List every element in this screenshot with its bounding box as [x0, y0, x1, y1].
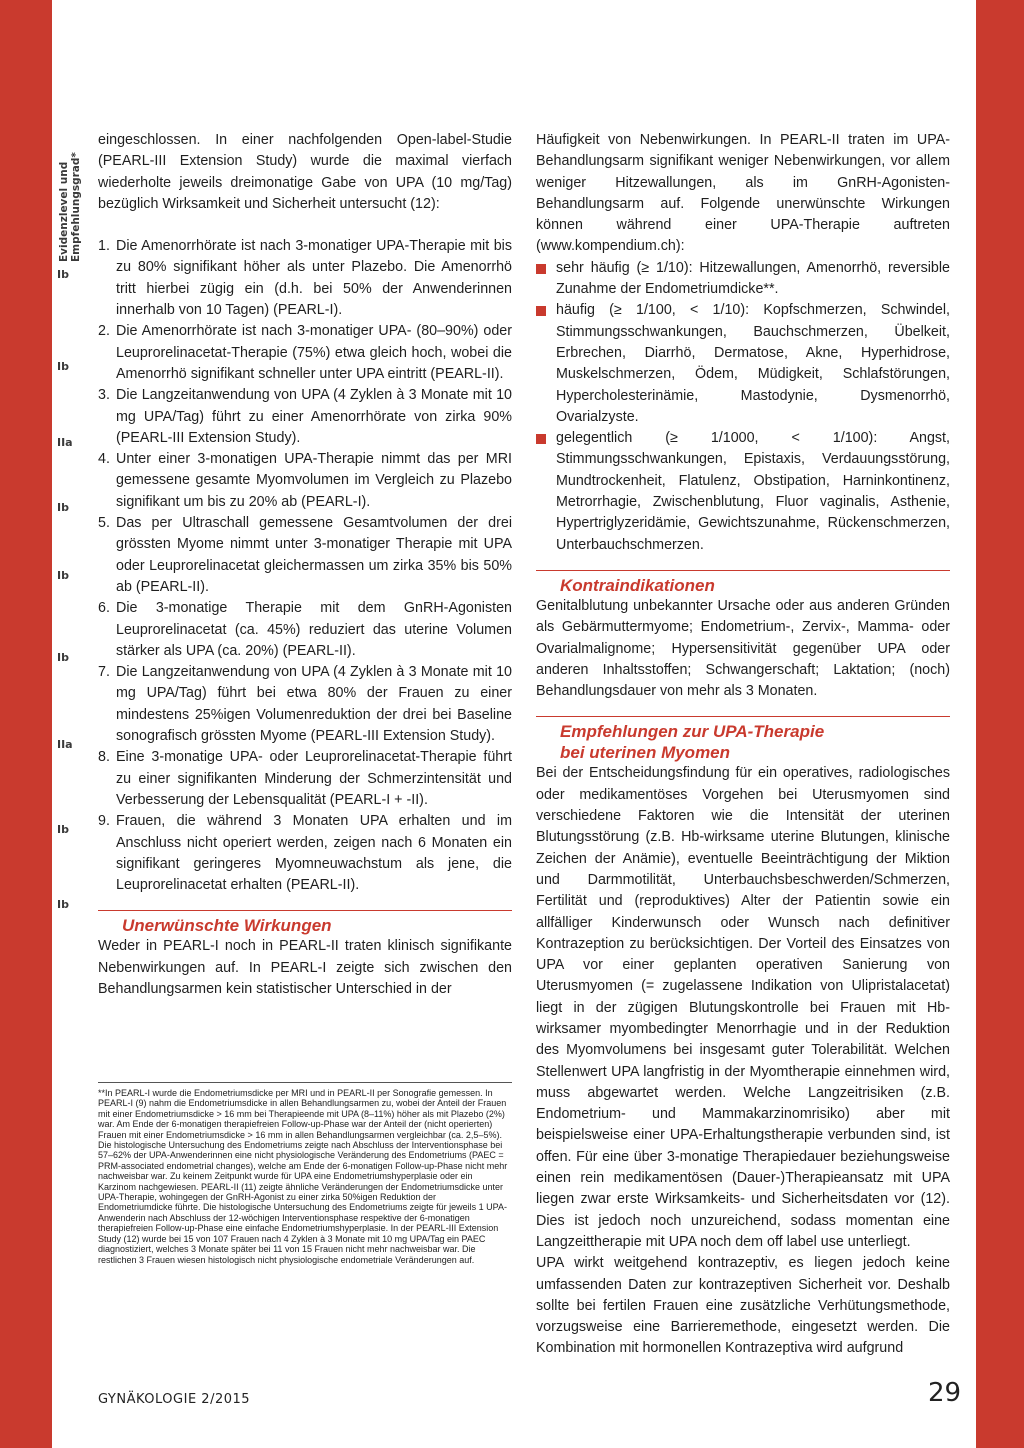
finding-number: 8.	[98, 749, 110, 766]
frequency-item	[536, 300, 950, 428]
side-effects-continuation: Häufigkeit von Nebenwirkungen. In PEARL-II traten im UPA-Behandlungsarm signifikant weniger Nebenwirkungen, vor allem weniger Hitzewallungen, als im GnRH-Agonisten-Behandlungsarm auf. Folgende unerwünschte Wirkungen können während einer UPA-Therapie auftreten (www.kompendium.ch):	[536, 132, 950, 255]
finding-text: Unter einer 3-monatigen UPA-Therapie nimmt das per MRI gemessene gesamte Myomvolumen im Vergleich zu Plazebo signifikant um bis zu 20% ab (PEARL-I).	[116, 451, 512, 510]
finding-item	[98, 236, 512, 321]
frequency-list	[536, 258, 950, 556]
section-divider	[536, 570, 950, 571]
journal-footer: GYNÄKOLOGIE 2/2015	[98, 1392, 251, 1407]
square-bullet-icon	[536, 264, 546, 274]
side-effects-heading: Unerwünschte Wirkungen	[122, 916, 332, 936]
finding-text: Die Amenorrhörate ist nach 3-monatiger UPA-Therapie mit bis zu 80% signifikant höher als unter Plazebo. Die Amenorrhö tritt hierbei zügig ein (d.h. bei 50% der Anwenderinnen innerhalb von 10 Tagen) (PEARL-I).	[116, 238, 512, 319]
finding-number: 6.	[98, 600, 110, 617]
square-bullet-icon	[536, 434, 546, 444]
evidence-grade: IIa	[57, 436, 73, 449]
finding-number: 1.	[98, 238, 110, 255]
finding-number: 5.	[98, 515, 110, 532]
section-divider	[98, 910, 512, 911]
finding-item	[98, 598, 512, 662]
finding-item	[98, 747, 512, 811]
finding-item	[98, 513, 512, 598]
finding-text: Die Amenorrhörate ist nach 3-monatiger UPA- (80–90%) oder Leuprorelinacetat-Therapie (75%) etwa gleich hoch, wobei die Amenorrhö signifikant schneller unter UPA eintritt (PEARL-II).	[116, 323, 512, 382]
finding-text: Die Langzeitanwendung von UPA (4 Zyklen à 3 Monate mit 10 mg UPA/Tag) führt bei etwa 80% der Frauen zu einer mindestens 25%igen Volumenreduktion der drei bei Baseline sonografisch grössten Myome (PEARL-III Extension Study).	[116, 664, 512, 745]
finding-number: 2.	[98, 323, 110, 340]
evidence-grade: Ib	[57, 823, 69, 836]
frequency-text: sehr häufig (≥ 1/10): Hitzewallungen, Amenorrhö, reversible Zunahme der Endometriumdicke**.	[556, 259, 950, 298]
finding-text: Eine 3-monatige UPA- oder Leuprorelinacetat-Therapie führt zu einer signifikanten Minderung der Schmerzintensität und Verbesserung der Lebensqualität (PEARL-I + -II).	[116, 749, 512, 808]
evidence-grade: IIa	[57, 738, 73, 751]
contraindications-heading: Kontraindikationen	[560, 575, 715, 595]
recommendations-paragraph-2: UPA wirkt weitgehend kontrazeptiv, es liegen jedoch keine umfassenden Daten zur kontrazeptiven Sicherheit vor. Deshalb sollte bei fertilen Frauen eine zusätzliche Verhütungsmethode, vorzugsweise eine Barrieremethode, eingesetzt werden. Die Kombination mit hormonellen Kontrazeptiva wird aufgrund	[536, 1255, 950, 1357]
evidence-level-heading	[58, 152, 82, 262]
recommendations-heading	[536, 721, 950, 763]
recommendations-heading-line1: Empfehlungen zur UPA-Therapie	[560, 722, 825, 742]
finding-number: 3.	[98, 387, 110, 404]
left-accent-bar	[0, 0, 52, 1448]
evidence-heading-line2: Empfehlungsgrad*	[70, 152, 82, 262]
finding-text: Die Langzeitanwendung von UPA (4 Zyklen à 3 Monate mit 10 mg UPA/Tag) führt zu einer Amenorrhörate von zirka 90% (PEARL-III Extension Study).	[116, 387, 512, 446]
frequency-item	[536, 258, 950, 301]
evidence-grade: Ib	[57, 569, 69, 582]
finding-item	[98, 449, 512, 513]
recommendations-paragraph-1: Bei der Entscheidungsfindung für ein operatives, radiologisches oder medikamentöses Vorgehen bei Uterusmyomen sind verschiedene Faktoren wie die Intensität der uterinen Blutungsstörung (z.B. Hb-wirksame uterine Blutungen, klinische Zeichen der Anämie), eventuelle Beeinträchtigung der Miktion und Darmmotilität, Unterbauchsbeschwerden/Schmerzen, Fertilität und (reproduktives) Alter der Patientin sowie ein allfälliger Kinderwunsch oder Wunsch nach definitiver Kontrazeption zu berücksichtigen. Der Vorteil des Einsatzes von UPA vor einer geplanten operativen Sanierung von Uterusmyomen (= zugelassene Indikation von Ulipristalacetat) liegt in der zügigen Blutungskontrolle bei Frauen mit Hb-wirksamer myombedingter Menorrhagie und in der Reduktion des Myomvolumens bei insgesamt guter Tolerabilität. Welchen Stellenwert UPA langfristig in der Myomtherapie einnehmen wird, muss abgewartet werden. Welche Langzeitrisiken (z.B. Endometrium- und Mammakarzinomrisiko) aber mit beispielsweise einer UPA-Erhaltungstherapie verbunden sind, ist offen. Für eine über 3-monatige Therapiedauer beziehungsweise einen rein medikamentösen (Dauer-)Therapieansatz mit UPA liegen zwar erste Wirksamkeits- und Sicherheitsdaten vor (12). Dies ist jedoch noch unzureichend, sodass momentan eine Langzeittherapie mit UPA noch dem off label use unterliegt.	[536, 765, 950, 1250]
right-accent-bar	[976, 0, 1024, 1448]
page-number: 29	[928, 1378, 962, 1408]
right-column	[536, 130, 950, 1360]
evidence-grade: Ib	[57, 651, 69, 664]
left-column	[98, 130, 512, 1000]
recommendations-heading-line2: bei uterinen Myomen	[560, 743, 731, 763]
frequency-item	[536, 428, 950, 556]
side-effects-paragraph: Weder in PEARL-I noch in PEARL-II traten klinisch signifikante Nebenwirkungen auf. In PEARL-I zeigte sich zwischen den Behandlungsarmen kein statistischer Unterschied in der	[98, 938, 512, 997]
finding-text: Frauen, die während 3 Monaten UPA erhalten und im Anschluss nicht operiert werden, zeigen nach 6 Monaten ein signifikant geringeres Myomneuwachstum als jene, die Leuprorelinacetat erhalten (PEARL-II).	[116, 813, 512, 894]
evidence-grade: Ib	[57, 501, 69, 514]
footnote-divider	[98, 1082, 512, 1083]
evidence-heading-line1: Evidenzlevel und	[58, 161, 70, 262]
frequency-text: gelegentlich (≥ 1/1000, < 1/100): Angst, Stimmungsschwankungen, Epistaxis, Verdauungsstörung, Mundtrockenheit, Flatulenz, Obstipation, Harninkontinenz, Metrorrhagie, Zwischenblutung, Fluor vaginalis, Asthenie, Hypertriglyzeridämie, Gewichtszunahme, Rückenschmerzen, Unterbauchschmerzen.	[556, 430, 950, 553]
finding-item	[98, 811, 512, 896]
finding-item	[98, 662, 512, 747]
finding-number: 9.	[98, 813, 110, 830]
section-divider	[536, 716, 950, 717]
evidence-grade: Ib	[57, 268, 69, 281]
contraindications-paragraph: Genitalblutung unbekannter Ursache oder aus anderen Gründen als Gebärmuttermyome; Endometrium-, Zervix-, Mamma- oder Ovarialmalignome; Hypersensitivität gegenüber UPA oder anderen Inhaltsstoffen; Schwangerschaft; Laktation; (noch) Behandlungsdauer von mehr als 3 Monaten.	[536, 597, 950, 700]
frequency-text: häufig (≥ 1/100, < 1/10): Kopfschmerzen, Schwindel, Stimmungsschwankungen, Bauchschmerzen, Übelkeit, Erbrechen, Diarrhö, Dermatose, Akne, Hyperhidrose, Muskelschmerzen, Ödem, Müdigkeit, Schlafstörungen, Hypercholesterinämie, Mastodynie, Dysmenorrhö, Ovarialzyste.	[556, 302, 950, 425]
evidence-grade: Ib	[57, 898, 69, 911]
finding-text: Die 3-monatige Therapie mit dem GnRH-Agonisten Leuprorelinacetat (ca. 45%) reduziert das uterine Volumen stärker als UPA (ca. 20%) (PEARL-II).	[116, 600, 512, 659]
finding-number: 4.	[98, 451, 110, 468]
findings-list	[98, 236, 512, 896]
finding-number: 7.	[98, 664, 110, 681]
finding-text: Das per Ultraschall gemessene Gesamtvolumen der drei grössten Myome nimmt unter 3-monatiger Therapie mit UPA oder Leuprorelinacetat gleichermassen um zirka 35% bis 50% ab (PEARL-II).	[116, 515, 512, 595]
intro-paragraph: eingeschlossen. In einer nachfolgenden Open-label-Studie (PEARL-III Extension Study) wurde die maximal vierfach wiederholte jeweils dreimonatige Gabe von UPA (10 mg/Tag) bezüglich Wirksamkeit und Sicherheit untersucht (12):	[98, 132, 512, 212]
finding-item	[98, 321, 512, 385]
footnote: **In PEARL-I wurde die Endometriumsdicke per MRI und in PEARL-II per Sonografie gemessen. In PEARL-I (9) nahm die Endometriumsdicke in allen Behandlungsarmen zu, wobei der Anteil der Frauen mit einer Endometriumsdicke > 16 mm bei Therapieende mit UPA (8–11%) höher als mit Plazebo (2%) war. Am Ende der 6-monatigen therapiefreien Follow-up-Phase war der Anteil der (nicht operierten) Frauen mit einer Endometriumsdicke > 16 mm in allen Behandlungsarmen vergleichbar (ca. 2,5–5%). Die histologische Untersuchung des Endometriums zeigte nach Abschluss der Interventionsphase bei 57–62% der UPA-Anwenderinnen eine nicht physiologische Veränderung des Endometriums (PAEC = PRM-associated endometrial changes), welche am Ende der 6-monatigen Follow-up-Phase nicht mehr nachweisbar war. Zu keinem Zeitpunkt wurde für UPA eine Endometriumshyperplasie oder ein Karzinom nachgewiesen. PEARL-II (11) zeigte ähnliche Veränderungen der Endometriumsdicke unter UPA-Therapie, wohingegen der GnRH-Agonist zu einer zirka 50%igen Reduktion der Endometriumdicke führte. Die histologische Untersuchung des Endometriums zeigte für jeweils 1 UPA-Anwenderin nach Abschluss der 12-wöchigen Interventionsphase respektive der 6-monatigen therapiefreien Follow-up-Phase eine einfache Endometriumshyperplasie. In der PEARL-III Extension Study (12) wurde bei 15 von 107 Frauen nach 4 Zyklen à 3 Monate mit 10 mg UPA/Tag ein PAEC diagnostiziert, welches 3 Monate später bei 11 von 15 Frauen nicht mehr nachweisbar war. Die restlichen 3 Frauen wiesen histologisch nicht physiologische endometriale Veränderungen auf.	[98, 1088, 508, 1265]
evidence-grade: Ib	[57, 360, 69, 373]
square-bullet-icon	[536, 306, 546, 316]
finding-item	[98, 385, 512, 449]
